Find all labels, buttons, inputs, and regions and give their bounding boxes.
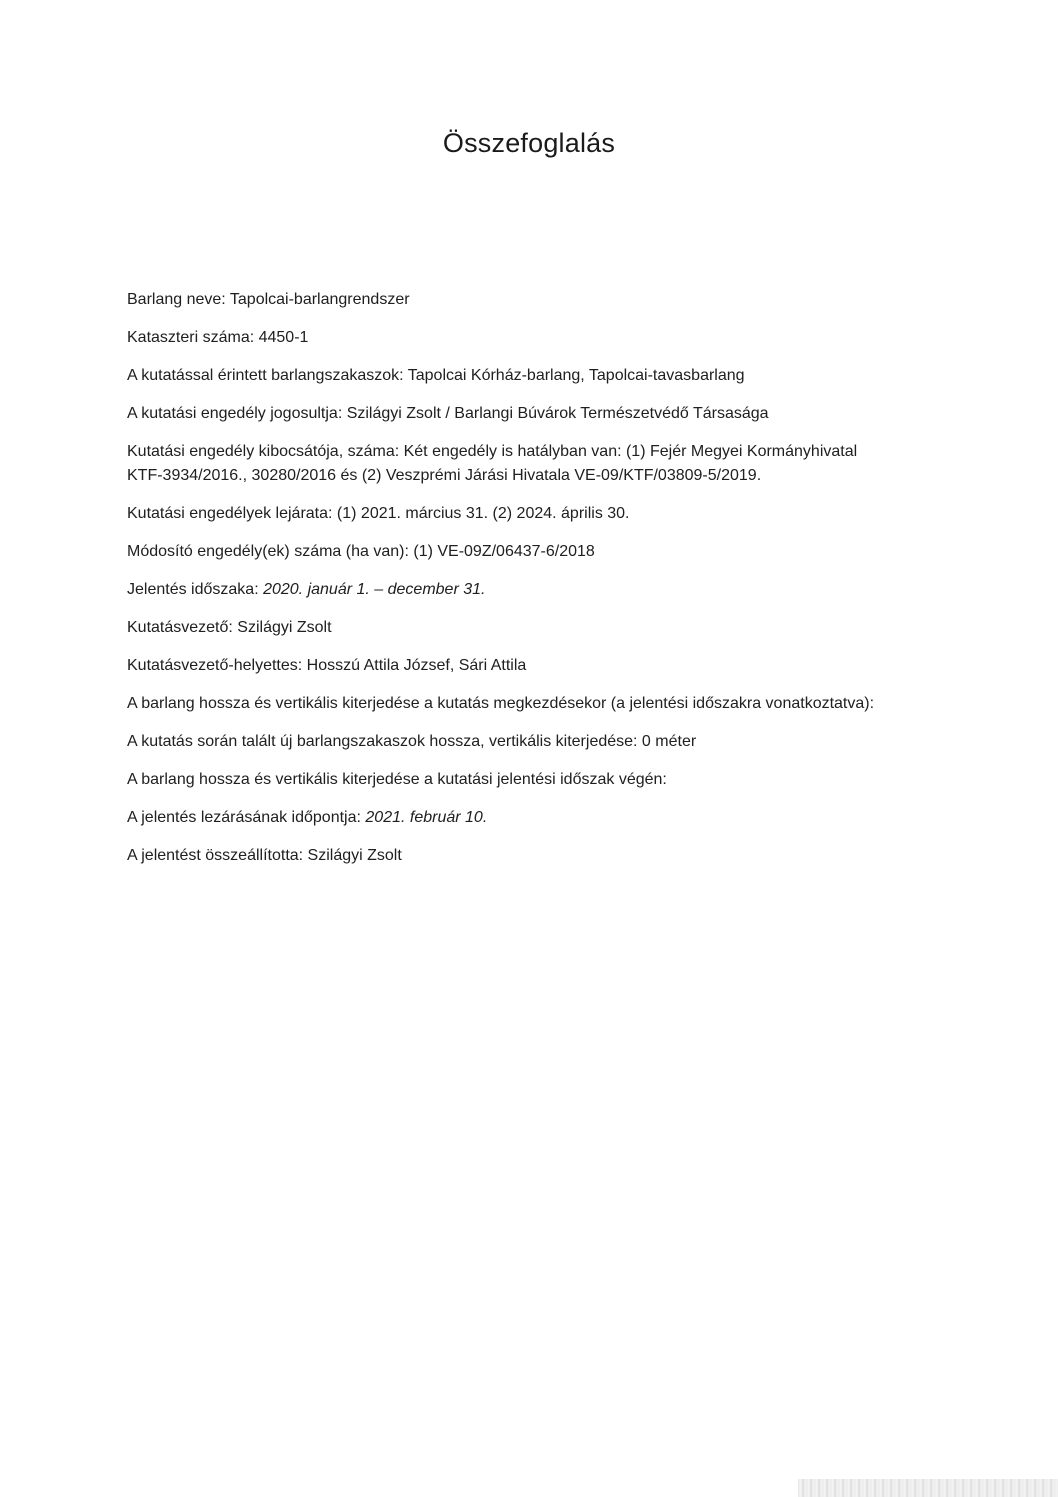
page-title: Összefoglalás xyxy=(442,128,616,158)
permit-issuer-line: Kutatási engedély kibocsátója, száma: Két engedély is hatályban van: (1) Fejér Megyei Kormányhivatal KTF-3934/2016., 30280/2016 és (2) Veszprémi Járási Hivatala VE-09/KTF/03809-5/2019. xyxy=(127,443,858,484)
report-period-label: Jelentés időszaka: xyxy=(127,581,264,598)
cadastre-number-line: Kataszteri száma: 4450-1 xyxy=(127,329,309,346)
report-period-line xyxy=(127,578,897,602)
cave-name-line: Barlang neve: Tapolcai-barlangrendszer xyxy=(127,291,410,308)
deputy-leader-line: Kutatásvezető-helyettes: Hosszú Attila József, Sári Attila xyxy=(127,657,527,674)
permit-expiry-line: Kutatási engedélyek lejárata: (1) 2021. március 31. (2) 2024. április 30. xyxy=(127,505,630,522)
summary-fields xyxy=(127,288,897,882)
length-at-end-line: A barlang hossza és vertikális kiterjedése a kutatási jelentési időszak végén: xyxy=(127,771,667,788)
closing-date-line xyxy=(127,806,897,830)
affected-sections-line: A kutatással érintett barlangszakaszok: Tapolcai Kórház-barlang, Tapolcai-tavasbarlang xyxy=(127,367,745,384)
permit-holder-line: A kutatási engedély jogosultja: Szilágyi Zsolt / Barlangi Búvárok Természetvédő Társasága xyxy=(127,405,769,422)
new-sections-line: A kutatás során talált új barlangszakaszok hossza, vertikális kiterjedése: 0 méter xyxy=(127,733,697,750)
length-at-start-line: A barlang hossza és vertikális kiterjedése a kutatás megkezdésekor (a jelentési időszakra vonatkoztatva): xyxy=(127,695,875,712)
compiled-by-line: A jelentést összeállította: Szilágyi Zsolt xyxy=(127,847,402,864)
report-period-value: 2020. január 1. – december 31. xyxy=(263,581,486,598)
closing-date-label: A jelentés lezárásának időpontja: xyxy=(127,809,366,826)
scan-artifact xyxy=(798,1479,1058,1497)
closing-date-value: 2021. február 10. xyxy=(365,809,488,826)
research-leader-line: Kutatásvezető: Szilágyi Zsolt xyxy=(127,619,332,636)
modifying-permit-line: Módosító engedély(ek) száma (ha van): (1) VE-09Z/06437-6/2018 xyxy=(127,543,595,560)
